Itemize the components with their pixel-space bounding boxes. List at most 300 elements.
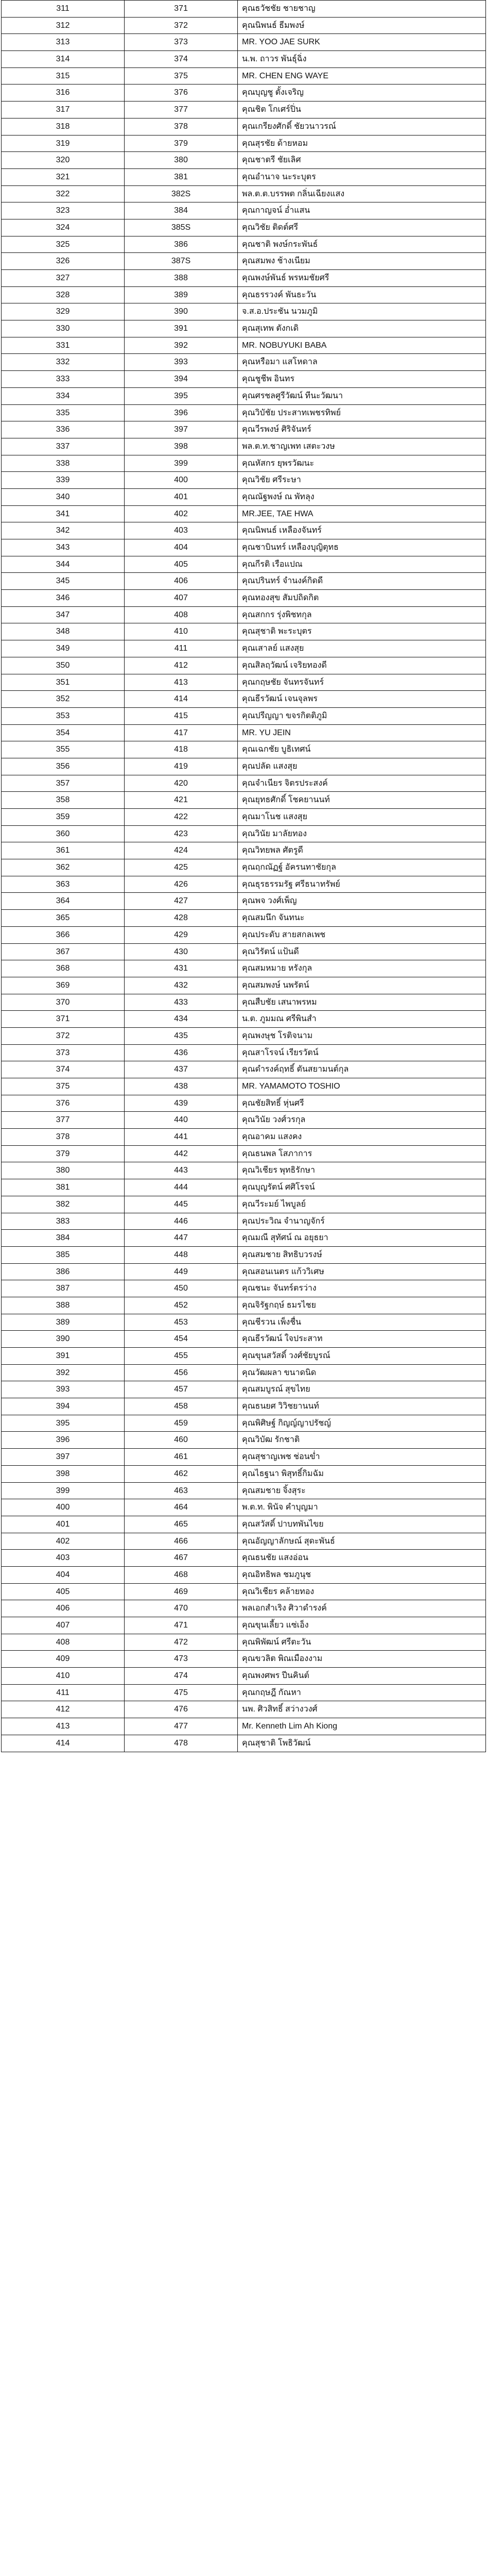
member-id-cell: 420: [125, 775, 238, 792]
member-name-cell: คุณทองสุข สัมปถิดกิต: [238, 590, 486, 606]
member-id-cell: 392: [125, 337, 238, 354]
member-name-cell: คุณชาตรี ชัยเลิศ: [238, 152, 486, 168]
row-number-cell: 341: [1, 506, 125, 522]
table-row: [1, 506, 486, 523]
member-name-cell: คุณธนยศ วิวิชยานนท์: [238, 1398, 486, 1415]
member-id-cell: 453: [125, 1314, 238, 1331]
member-name-cell: คุณหัสกร ยุพรวัฒนะ: [238, 455, 486, 472]
member-id-cell: 465: [125, 1516, 238, 1533]
table-row: [1, 640, 486, 657]
member-id-cell: 437: [125, 1061, 238, 1078]
row-number-cell: 375: [1, 1078, 125, 1095]
table-row: [1, 169, 486, 186]
member-name-cell: คุณฤกณัฏฐ์ อัครนทาชัยกุล: [238, 859, 486, 876]
member-id-cell: 374: [125, 51, 238, 67]
member-id-cell: 413: [125, 674, 238, 691]
table-row: [1, 84, 486, 101]
member-id-cell: 396: [125, 405, 238, 421]
table-row: [1, 1533, 486, 1550]
member-name-cell: คุณชาติ พงษ์กระพันธ์: [238, 236, 486, 253]
row-number-cell: 342: [1, 522, 125, 539]
table-row: [1, 1146, 486, 1163]
member-id-cell: 384: [125, 202, 238, 219]
member-id-cell: 434: [125, 1011, 238, 1027]
member-name-cell: คุณเกรียงศักดิ์ ชัยวนาวรณ์: [238, 118, 486, 135]
member-name-cell: คุณวิทยพล ศัตรูดี: [238, 842, 486, 859]
member-name-cell: คุณสุรชัย ด้ายหอม: [238, 135, 486, 152]
member-id-cell: 401: [125, 489, 238, 505]
table-row: [1, 118, 486, 135]
table-row: [1, 1011, 486, 1028]
member-name-cell: คุณศรชลศูรีวัฒน์ ทีนะวัฒนา: [238, 388, 486, 404]
member-id-cell: 404: [125, 539, 238, 556]
member-id-cell: 452: [125, 1297, 238, 1314]
member-id-cell: 377: [125, 101, 238, 118]
member-name-cell: คุณจิรัฐกฤษ์ ธมรไชย: [238, 1297, 486, 1314]
member-id-cell: 415: [125, 708, 238, 724]
member-id-cell: 375: [125, 68, 238, 84]
member-id-cell: 410: [125, 623, 238, 640]
member-name-cell: Mr. Kenneth Lim Ah Kiong: [238, 1718, 486, 1735]
table-row: [1, 960, 486, 977]
row-number-cell: 381: [1, 1179, 125, 1196]
member-name-cell: MR. YOO JAE SURK: [238, 34, 486, 50]
table-row: [1, 1348, 486, 1365]
member-name-cell: น.ต. ภูมมณ ศรีพินสำ: [238, 1011, 486, 1027]
member-name-cell: คุณสิลฤวัฒน์ เจริยทองดี: [238, 657, 486, 674]
table-row: [1, 101, 486, 118]
row-number-cell: 403: [1, 1550, 125, 1566]
member-name-cell: คุณปรีญญา ขจรกิตติภูมิ: [238, 708, 486, 724]
row-number-cell: 314: [1, 51, 125, 67]
member-id-cell: 468: [125, 1567, 238, 1583]
row-number-cell: 399: [1, 1483, 125, 1499]
member-name-cell: คุณวัฒผลา ขนาดนิด: [238, 1365, 486, 1381]
table-row: [1, 1061, 486, 1078]
table-row: [1, 455, 486, 472]
table-row: [1, 691, 486, 708]
row-number-cell: 331: [1, 337, 125, 354]
member-name-cell: คุณวีรพงษ์ ศิริจันทร์: [238, 421, 486, 438]
member-name-cell: คุณวีระมย์ ไพบูลย์: [238, 1196, 486, 1213]
row-number-cell: 344: [1, 556, 125, 573]
row-number-cell: 377: [1, 1112, 125, 1128]
table-row: [1, 1550, 486, 1567]
row-number-cell: 337: [1, 438, 125, 455]
table-row: [1, 859, 486, 876]
member-id-cell: 433: [125, 994, 238, 1011]
member-id-cell: 418: [125, 741, 238, 758]
member-name-cell: คุณสาโรจน์ เรียรวัตน์: [238, 1045, 486, 1061]
table-row: [1, 152, 486, 169]
table-row: [1, 421, 486, 438]
member-name-cell: คุณชาบินทร์ เหลืองบุญิตุทธ: [238, 539, 486, 556]
table-row: [1, 1701, 486, 1718]
member-name-cell: คุณสุชาญเพช ช่อนข่ำ: [238, 1449, 486, 1465]
row-number-cell: 404: [1, 1567, 125, 1583]
table-row: [1, 1314, 486, 1331]
row-number-cell: 401: [1, 1516, 125, 1533]
member-id-cell: 473: [125, 1651, 238, 1667]
member-name-cell: คุณเฉกชัย บูธิเทศน์: [238, 741, 486, 758]
row-number-cell: 383: [1, 1213, 125, 1230]
table-row: [1, 944, 486, 961]
member-id-cell: 380: [125, 152, 238, 168]
member-name-cell: คุณชัยสิทธิ์ หุ่นศรี: [238, 1095, 486, 1112]
table-row: [1, 876, 486, 893]
member-id-cell: 382S: [125, 186, 238, 202]
row-number-cell: 385: [1, 1247, 125, 1263]
member-id-cell: 376: [125, 84, 238, 101]
row-number-cell: 390: [1, 1331, 125, 1347]
member-name-cell: คุณธีรวัฒน์ ใจประสาท: [238, 1331, 486, 1347]
row-number-cell: 328: [1, 287, 125, 303]
member-id-cell: 423: [125, 826, 238, 842]
member-id-cell: 458: [125, 1398, 238, 1415]
row-number-cell: 370: [1, 994, 125, 1011]
row-number-cell: 311: [1, 1, 125, 17]
member-id-cell: 372: [125, 18, 238, 34]
row-number-cell: 339: [1, 472, 125, 488]
member-id-cell: 429: [125, 927, 238, 943]
member-name-cell: คุณสมบูรณ์ สุขไทย: [238, 1381, 486, 1398]
member-id-cell: 428: [125, 910, 238, 926]
table-row: [1, 556, 486, 573]
member-table: [1, 0, 486, 1752]
member-name-cell: คุณมาโนช แสงสุย: [238, 809, 486, 825]
table-row: [1, 1432, 486, 1449]
member-name-cell: คุณอัญญาลักษณ์ สุดะพันธ์: [238, 1533, 486, 1550]
table-row: [1, 1365, 486, 1382]
member-name-cell: คุณวิรัตน์ แป้นดี: [238, 944, 486, 960]
member-name-cell: คุณวินัย วงศ์วรกุล: [238, 1112, 486, 1128]
member-id-cell: 439: [125, 1095, 238, 1112]
member-id-cell: 406: [125, 573, 238, 589]
table-row: [1, 472, 486, 489]
member-name-cell: คุณบุญชู ตั้งเจริญ: [238, 84, 486, 101]
member-name-cell: MR. NOBUYUKI BABA: [238, 337, 486, 354]
member-name-cell: คุณจำเนียร จิตรประสงค์: [238, 775, 486, 792]
row-number-cell: 364: [1, 893, 125, 909]
member-name-cell: คุณชีรวน เพ็งชื่น: [238, 1314, 486, 1331]
member-name-cell: คุณธนพล โสภาการ: [238, 1146, 486, 1162]
row-number-cell: 336: [1, 421, 125, 438]
table-row: [1, 1685, 486, 1702]
member-id-cell: 456: [125, 1365, 238, 1381]
member-id-cell: 435: [125, 1028, 238, 1044]
table-row: [1, 236, 486, 253]
table-row: [1, 337, 486, 354]
table-row: [1, 1398, 486, 1415]
member-name-cell: คุณพจ วงศ์เพ็ญ: [238, 893, 486, 909]
row-number-cell: 335: [1, 405, 125, 421]
member-name-cell: คุณสุเทพ ตังกเดิ: [238, 320, 486, 337]
member-name-cell: คุณพิศิษฐ์ กิญญ์ญาปรัชญ์: [238, 1415, 486, 1432]
member-id-cell: 422: [125, 809, 238, 825]
member-id-cell: 419: [125, 758, 238, 775]
member-name-cell: คุณสมชาย สิทธิบวรงษ์: [238, 1247, 486, 1263]
row-number-cell: 345: [1, 573, 125, 589]
row-number-cell: 323: [1, 202, 125, 219]
table-row: [1, 34, 486, 51]
member-id-cell: 399: [125, 455, 238, 472]
table-row: [1, 1668, 486, 1685]
table-row: [1, 826, 486, 843]
table-row: [1, 253, 486, 270]
row-number-cell: 354: [1, 725, 125, 741]
member-id-cell: 408: [125, 607, 238, 623]
table-row: [1, 893, 486, 910]
row-number-cell: 405: [1, 1584, 125, 1600]
table-row: [1, 792, 486, 809]
member-id-cell: 389: [125, 287, 238, 303]
table-row: [1, 18, 486, 35]
row-number-cell: 322: [1, 186, 125, 202]
member-name-cell: พล.ต.ท.ชาญเพท เสตะวงษ: [238, 438, 486, 455]
member-id-cell: 432: [125, 977, 238, 994]
member-name-cell: คุณอิทธิพล ชมภูนุช: [238, 1567, 486, 1583]
row-number-cell: 387: [1, 1280, 125, 1297]
table-row: [1, 1634, 486, 1651]
member-id-cell: 470: [125, 1600, 238, 1617]
table-row: [1, 725, 486, 742]
member-name-cell: MR. YAMAMOTO TOSHIO: [238, 1078, 486, 1095]
member-id-cell: 443: [125, 1162, 238, 1179]
row-number-cell: 326: [1, 253, 125, 269]
row-number-cell: 329: [1, 303, 125, 320]
member-id-cell: 460: [125, 1432, 238, 1448]
row-number-cell: 406: [1, 1600, 125, 1617]
row-number-cell: 414: [1, 1735, 125, 1752]
member-name-cell: คุณยุทธศักดิ์ โชคยานนท์: [238, 792, 486, 808]
row-number-cell: 353: [1, 708, 125, 724]
table-row: [1, 1280, 486, 1297]
row-number-cell: 340: [1, 489, 125, 505]
member-id-cell: 411: [125, 640, 238, 657]
member-name-cell: คุณชนะ จันทร์ตรว่าง: [238, 1280, 486, 1297]
table-row: [1, 354, 486, 371]
member-id-cell: 385S: [125, 219, 238, 236]
row-number-cell: 367: [1, 944, 125, 960]
member-id-cell: 394: [125, 371, 238, 387]
member-id-cell: 400: [125, 472, 238, 488]
member-name-cell: คุณวิเชียร คล้ายทอง: [238, 1584, 486, 1600]
row-number-cell: 355: [1, 741, 125, 758]
table-row: [1, 1230, 486, 1247]
row-number-cell: 320: [1, 152, 125, 168]
table-row: [1, 1718, 486, 1735]
row-number-cell: 363: [1, 876, 125, 893]
row-number-cell: 327: [1, 270, 125, 286]
member-name-cell: คุณธนชัย แสงอ่อน: [238, 1550, 486, 1566]
row-number-cell: 368: [1, 960, 125, 977]
table-row: [1, 607, 486, 624]
table-row: [1, 1028, 486, 1045]
member-name-cell: คุณดำรงค์ฤทธิ์ ตันสยามนต์กุล: [238, 1061, 486, 1078]
member-id-cell: 427: [125, 893, 238, 909]
table-row: [1, 388, 486, 405]
row-number-cell: 400: [1, 1499, 125, 1516]
member-id-cell: 421: [125, 792, 238, 808]
row-number-cell: 391: [1, 1348, 125, 1364]
table-row: [1, 1567, 486, 1584]
member-id-cell: 395: [125, 388, 238, 404]
row-number-cell: 372: [1, 1028, 125, 1044]
member-name-cell: คุณสมนึก จันทนะ: [238, 910, 486, 926]
table-row: [1, 438, 486, 455]
member-name-cell: คุณพงษ์พันธ์ พรหมชัยศรี: [238, 270, 486, 286]
row-number-cell: 365: [1, 910, 125, 926]
table-row: [1, 202, 486, 219]
row-number-cell: 324: [1, 219, 125, 236]
member-name-cell: คุณชิต โกเศร์ปิ่น: [238, 101, 486, 118]
row-number-cell: 411: [1, 1685, 125, 1701]
member-name-cell: คุณนิพนธ์ ธีมพงษ์: [238, 18, 486, 34]
member-id-cell: 472: [125, 1634, 238, 1651]
member-name-cell: คุณอาคม แสงคง: [238, 1129, 486, 1145]
member-id-cell: 454: [125, 1331, 238, 1347]
table-row: [1, 1213, 486, 1230]
table-row: [1, 994, 486, 1011]
member-id-cell: 405: [125, 556, 238, 573]
member-id-cell: 440: [125, 1112, 238, 1128]
member-name-cell: คุณสวัสดิ์ ปาบทพันไขย: [238, 1516, 486, 1533]
table-row: [1, 135, 486, 152]
member-id-cell: 379: [125, 135, 238, 152]
member-id-cell: 471: [125, 1617, 238, 1634]
member-id-cell: 426: [125, 876, 238, 893]
row-number-cell: 321: [1, 169, 125, 185]
row-number-cell: 394: [1, 1398, 125, 1415]
member-name-cell: คุณพงศพร ปีนคินต์: [238, 1668, 486, 1684]
row-number-cell: 384: [1, 1230, 125, 1246]
member-name-cell: คุณธวัชชัย ชายชาญ: [238, 1, 486, 17]
row-number-cell: 315: [1, 68, 125, 84]
table-row: [1, 590, 486, 607]
member-id-cell: 430: [125, 944, 238, 960]
table-row: [1, 1617, 486, 1634]
table-row: [1, 674, 486, 691]
table-row: [1, 303, 486, 320]
member-id-cell: 387S: [125, 253, 238, 269]
table-row: [1, 910, 486, 927]
row-number-cell: 343: [1, 539, 125, 556]
row-number-cell: 371: [1, 1011, 125, 1027]
row-number-cell: 357: [1, 775, 125, 792]
member-id-cell: 462: [125, 1466, 238, 1482]
table-row: [1, 522, 486, 539]
member-id-cell: 476: [125, 1701, 238, 1718]
row-number-cell: 318: [1, 118, 125, 135]
table-row: [1, 1264, 486, 1281]
member-name-cell: คุณปรินทร์ จำนงค์กิดดี: [238, 573, 486, 589]
member-id-cell: 398: [125, 438, 238, 455]
table-row: [1, 1045, 486, 1062]
member-id-cell: 444: [125, 1179, 238, 1196]
member-name-cell: พลเอกสำเริง ศิวาดำรงค์: [238, 1600, 486, 1617]
member-name-cell: คุณวิเชียร พุทธิรักษา: [238, 1162, 486, 1179]
table-row: [1, 1162, 486, 1179]
member-name-cell: คุณเสาลย์ แสงสุย: [238, 640, 486, 657]
row-number-cell: 395: [1, 1415, 125, 1432]
member-id-cell: 425: [125, 859, 238, 876]
table-row: [1, 927, 486, 944]
row-number-cell: 392: [1, 1365, 125, 1381]
member-name-cell: น.พ. ถาวร พันธุ์ฉิ่ง: [238, 51, 486, 67]
member-name-cell: คุณกฤษฎี กัณหา: [238, 1685, 486, 1701]
row-number-cell: 407: [1, 1617, 125, 1634]
row-number-cell: 376: [1, 1095, 125, 1112]
member-id-cell: 438: [125, 1078, 238, 1095]
table-row: [1, 186, 486, 203]
member-id-cell: 424: [125, 842, 238, 859]
table-row: [1, 1651, 486, 1668]
member-id-cell: 469: [125, 1584, 238, 1600]
table-row: [1, 1516, 486, 1533]
member-name-cell: คุณณัฐพงษ์ ณ พัทลุง: [238, 489, 486, 505]
table-row: [1, 1095, 486, 1112]
member-name-cell: คุณขุนสวัสดิ์ วงศ์ชัยบูรณ์: [238, 1348, 486, 1364]
member-id-cell: 449: [125, 1264, 238, 1280]
member-name-cell: คุณสมหมาย หรังกุล: [238, 960, 486, 977]
table-row: [1, 1499, 486, 1516]
member-name-cell: คุณอำนาจ นะระบุตร: [238, 169, 486, 185]
row-number-cell: 378: [1, 1129, 125, 1145]
member-name-cell: คุณนิพนธ์ เหลืองจันทร์: [238, 522, 486, 539]
member-id-cell: 474: [125, 1668, 238, 1684]
table-row: [1, 623, 486, 640]
row-number-cell: 408: [1, 1634, 125, 1651]
table-row: [1, 1466, 486, 1483]
member-id-cell: 414: [125, 691, 238, 707]
table-row: [1, 489, 486, 506]
member-name-cell: คุณกีรติ เรือแปณ: [238, 556, 486, 573]
member-id-cell: 450: [125, 1280, 238, 1297]
member-name-cell: คุณสกกร รุ่งพิชทกุล: [238, 607, 486, 623]
row-number-cell: 334: [1, 388, 125, 404]
row-number-cell: 356: [1, 758, 125, 775]
table-row: [1, 1600, 486, 1617]
table-row: [1, 1297, 486, 1314]
member-id-cell: 390: [125, 303, 238, 320]
member-id-cell: 448: [125, 1247, 238, 1263]
member-id-cell: 441: [125, 1129, 238, 1145]
row-number-cell: 352: [1, 691, 125, 707]
table-row: [1, 1196, 486, 1213]
member-id-cell: 445: [125, 1196, 238, 1213]
row-number-cell: 389: [1, 1314, 125, 1331]
table-row: [1, 809, 486, 826]
row-number-cell: 351: [1, 674, 125, 691]
member-id-cell: 378: [125, 118, 238, 135]
row-number-cell: 348: [1, 623, 125, 640]
member-name-cell: คุณพงษุช โรติจนาม: [238, 1028, 486, 1044]
member-id-cell: 412: [125, 657, 238, 674]
table-row: [1, 1179, 486, 1196]
member-name-cell: คุณปลัด แสงสุย: [238, 758, 486, 775]
member-name-cell: คุณหรือมา แสโหดาล: [238, 354, 486, 370]
row-number-cell: 332: [1, 354, 125, 370]
member-id-cell: 403: [125, 522, 238, 539]
member-id-cell: 446: [125, 1213, 238, 1230]
table-row: [1, 1584, 486, 1601]
member-id-cell: 478: [125, 1735, 238, 1752]
row-number-cell: 350: [1, 657, 125, 674]
member-name-cell: คุณวิบัชัย ประสาทเพชรทิพย์: [238, 405, 486, 421]
row-number-cell: 396: [1, 1432, 125, 1448]
table-row: [1, 573, 486, 590]
row-number-cell: 398: [1, 1466, 125, 1482]
